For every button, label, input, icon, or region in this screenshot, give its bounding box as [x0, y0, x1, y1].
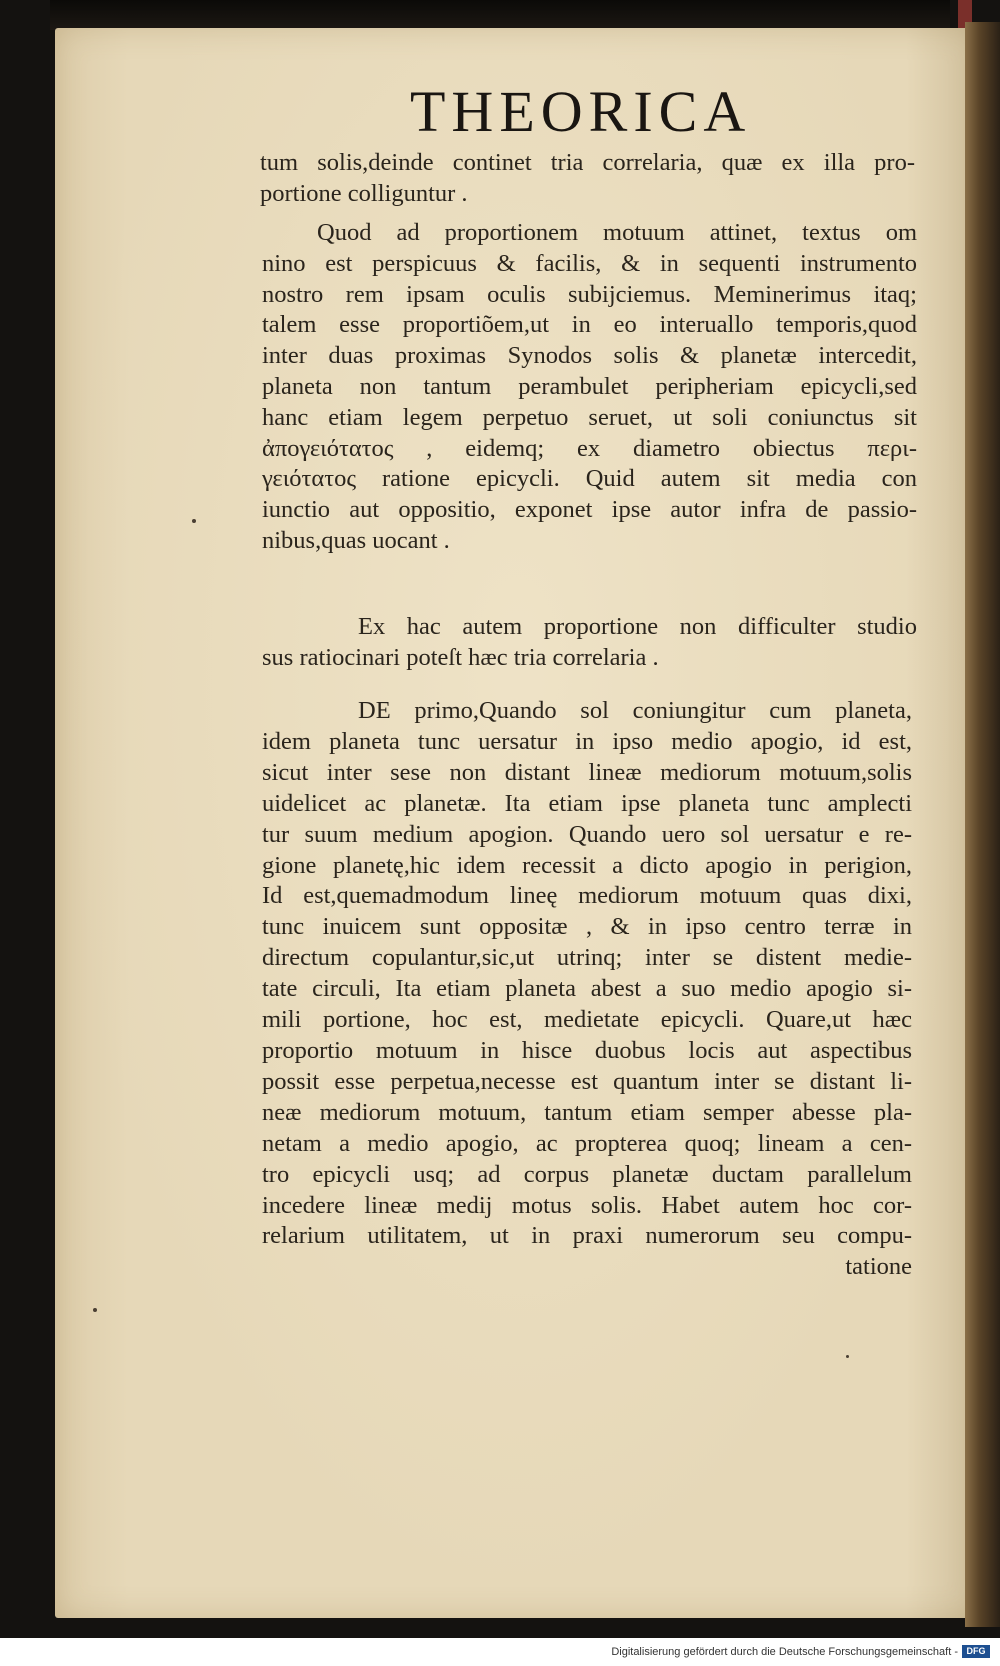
text-line: Ex hac autem proportione non difficulter studio: [358, 613, 917, 640]
text-line: tum solis,deinde continet tria correlaria, quæ ex illa pro-: [260, 149, 915, 176]
book-spine: [965, 22, 1000, 1627]
text-line: nostro rem ipsam oculis subijciemus. Meminerimus itaq;: [262, 280, 917, 308]
text-line: incedere lineæ medij motus solis. Habet autem hoc cor-: [262, 1191, 912, 1219]
text-line: DE primo,Quando sol coniungitur cum planeta,: [358, 697, 912, 724]
page-heading: THEORICA: [410, 79, 752, 144]
text-line: tate circuli, Ita etiam planeta abest a suo medio apogio si-: [262, 975, 912, 1003]
text-line: planeta non tantum perambulet peripheriam epicycli,sed: [262, 372, 917, 400]
text-line: sicut inter sese non distant lineæ mediorum motuum,solis: [262, 758, 912, 786]
ink-speck: [192, 519, 196, 523]
text-line: iunctio aut oppositio, exponet ipse autor infra de passio-: [262, 496, 917, 524]
text-line: gione planetę,hic idem recessit a dicto apogio in perigion,: [262, 851, 912, 879]
text-line: nibus,quas uocant .: [262, 526, 450, 554]
text-line: tur suum medium apogion. Quando uero sol uersatur e re-: [262, 820, 912, 848]
text-line: tro epicycli usq; ad corpus planetæ ductam parallelum: [262, 1160, 912, 1188]
text-line: uidelicet ac planetæ. Ita etiam ipse planeta tunc amplecti: [262, 789, 912, 817]
text-line: tunc inuicem sunt oppositæ , & in ipso centro terræ in: [262, 913, 912, 941]
text-line: inter duas proximas Synodos solis & planetæ intercedit,: [262, 342, 917, 370]
text-line: netam a medio apogio, ac propterea quoq; lineam a cen-: [262, 1129, 912, 1157]
text-line: relarium utilitatem, ut in praxi numerorum seu compu-: [262, 1222, 912, 1250]
text-line: Id est,quemadmodum lineę mediorum motuum quas dixi,: [262, 882, 912, 910]
text-line: Quod ad proportionem motuum attinet, textus om: [317, 219, 917, 246]
paragraph-4: [262, 696, 912, 1283]
ink-speck: [93, 1308, 97, 1312]
paragraph-1: [260, 148, 915, 210]
text-line: idem planeta tunc uersatur in ipso medio apogio, id est,: [262, 727, 912, 755]
paragraph-2: [262, 218, 917, 557]
text-line: neæ mediorum motuum, tantum etiam semper abesse pla-: [262, 1098, 912, 1126]
catchword: tatione: [845, 1253, 912, 1281]
text-line: talem esse proportiõem,ut in eo interuallo temporis,quod: [262, 311, 917, 339]
text-line: proportio motuum in hisce duobus locis aut aspectibus: [262, 1036, 912, 1064]
text-line: directum copulantur,sic,ut utrinq; inter se distent medie-: [262, 944, 912, 972]
text-line: γειότατος ratione epicycli. Quid autem sit media con: [262, 465, 917, 493]
text-line: ἀπογειότατος , eidemq; ex diametro obiectus περι-: [262, 434, 917, 462]
dfg-logo: DFG: [962, 1645, 990, 1658]
funding-credit: Digitalisierung gefördert durch die Deutsche Forschungsgemeinschaft -: [611, 1646, 958, 1658]
text-line: possit esse perpetua,necesse est quantum inter se distant li-: [262, 1067, 912, 1095]
text-line: nino est perspicuus & facilis, & in sequenti instrumento: [262, 249, 917, 277]
text-line: hanc etiam legem perpetuo seruet, ut soli coniunctus sit: [262, 403, 917, 431]
text-line: portione colliguntur .: [260, 179, 468, 207]
footer-bar: [0, 1638, 1000, 1666]
ink-speck: [846, 1355, 849, 1358]
text-line: sus ratiocinari poteſt hæc tria correlaria .: [262, 643, 659, 671]
text-line: mili portione, hoc est, medietate epicycli. Quare,ut hæc: [262, 1006, 912, 1034]
paragraph-3: [262, 612, 917, 674]
top-shadow: [50, 0, 950, 30]
